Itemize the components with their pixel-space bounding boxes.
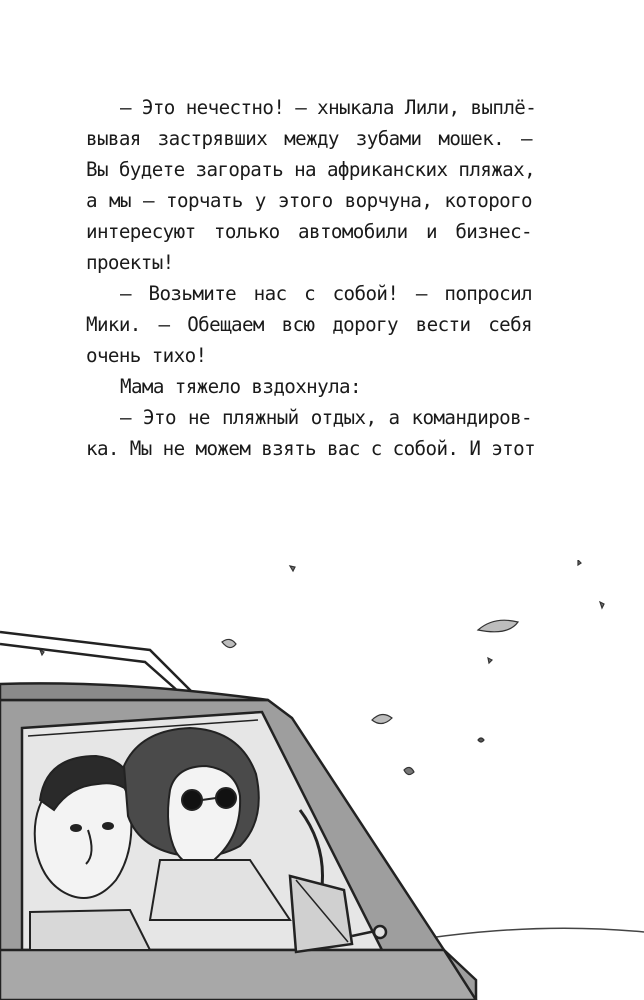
leaf-icon [578,560,581,565]
page-text [86,92,537,464]
text-line: — Это нечестно! — хныкала Лили, выплё- [120,96,537,119]
leaf-icon [488,658,492,663]
leaf-icon [372,714,392,723]
text-line: вывая застрявших между зубами мошек. — [86,127,532,150]
leaf-icon [290,566,295,571]
leaf-icon [222,639,236,647]
text-line: а мы — торчать у этого ворчуна, которого [86,189,532,212]
text-line: интересуют только автомобили и бизнес- [86,220,532,243]
text-line: проекты! [86,251,174,274]
paragraph-2 [86,278,532,371]
text-line: Вы будете загорать на африканских пляжах, [86,158,536,181]
leaf-icon [600,602,604,608]
paragraph-4 [86,402,536,464]
leaf-icon [478,738,484,742]
leaf-icon [40,650,44,655]
text-line: ка. Мы не можем взять вас с собой. И этот [86,437,536,460]
text-line: Мама тяжело вздохнула: [120,375,361,398]
text-line: Мики. — Обещаем всю дорогу вести себя [86,313,532,336]
car-illustration [0,560,644,1000]
leaf-icon [478,620,518,632]
leaf-icon [404,767,414,774]
text-line: — Это не пляжный отдых, а командиров- [120,406,532,429]
text-line: очень тихо! [86,344,207,367]
paragraph-1 [86,92,537,278]
text-line: — Возьмите нас с собой! — попросил [120,282,532,305]
paragraph-3 [86,371,532,402]
